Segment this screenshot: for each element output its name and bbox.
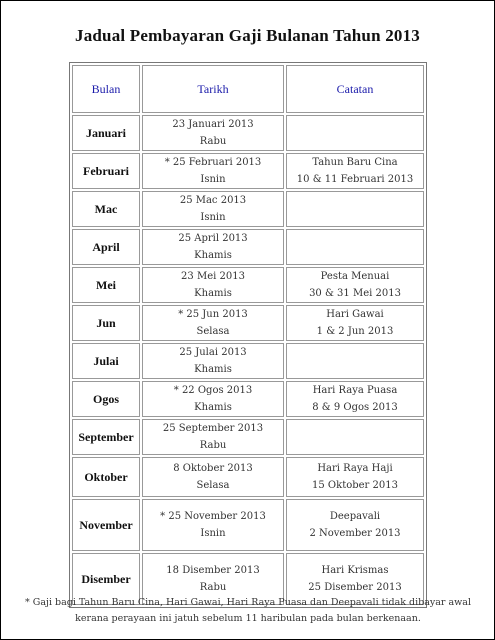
table-row <box>72 229 424 265</box>
day-text: Isnin <box>200 528 226 539</box>
date-text: * 25 Februari 2013 <box>164 157 262 168</box>
month-cell: Februari <box>72 153 140 189</box>
day-text: Rabu <box>199 136 227 147</box>
note-date: 25 Disember 2013 <box>308 582 402 593</box>
day-text: Selasa <box>196 326 230 337</box>
note-title: Deepavali <box>329 511 381 522</box>
month-cell: Disember <box>72 553 140 605</box>
day-text: Khamis <box>194 402 232 413</box>
table-row <box>72 267 424 303</box>
date-cell <box>142 153 284 189</box>
date-text: 23 Mei 2013 <box>181 271 245 282</box>
table-row <box>72 343 424 379</box>
table-row <box>72 305 424 341</box>
note-date: 1 & 2 Jun 2013 <box>316 326 394 337</box>
table-header-row <box>72 65 424 113</box>
month-cell: Oktober <box>72 457 140 497</box>
date-text: 18 Disember 2013 <box>166 565 260 576</box>
month-cell: Julai <box>72 343 140 379</box>
note-title: Tahun Baru Cina <box>312 157 398 168</box>
month-cell: April <box>72 229 140 265</box>
day-text: Khamis <box>194 288 232 299</box>
table-row <box>72 457 424 497</box>
note-title: Hari Raya Puasa <box>312 385 398 396</box>
month-cell: Mei <box>72 267 140 303</box>
date-text: * 22 Ogos 2013 <box>173 385 253 396</box>
day-text: Rabu <box>199 582 227 593</box>
day-text: Isnin <box>200 174 226 185</box>
table-row <box>72 419 424 455</box>
note-date: 2 November 2013 <box>309 528 401 539</box>
table-row <box>72 499 424 551</box>
day-text: Khamis <box>194 250 232 261</box>
note-cell <box>286 457 424 497</box>
date-text: 25 Julai 2013 <box>179 347 247 358</box>
date-text: * 25 Jun 2013 <box>178 309 248 320</box>
header-bulan: Bulan <box>72 65 140 113</box>
note-cell <box>286 419 424 455</box>
note-cell <box>286 153 424 189</box>
date-text: 25 September 2013 <box>162 423 264 434</box>
date-text: 23 Januari 2013 <box>172 119 254 130</box>
date-cell <box>142 343 284 379</box>
day-text: Isnin <box>200 212 226 223</box>
note-cell <box>286 305 424 341</box>
note-cell <box>286 229 424 265</box>
note-cell <box>286 191 424 227</box>
note-cell <box>286 499 424 551</box>
footnote <box>12 595 484 627</box>
date-text: 8 Oktober 2013 <box>173 463 253 474</box>
date-cell <box>142 191 284 227</box>
note-title: Hari Gawai <box>326 309 384 320</box>
header-catatan: Catatan <box>286 65 424 113</box>
note-cell <box>286 115 424 151</box>
table-row <box>72 381 424 417</box>
date-cell <box>142 419 284 455</box>
date-text: 25 April 2013 <box>178 233 248 244</box>
table-row <box>72 191 424 227</box>
header-tarikh: Tarikh <box>142 65 284 113</box>
month-cell: Mac <box>72 191 140 227</box>
month-cell: Jun <box>72 305 140 341</box>
date-cell <box>142 115 284 151</box>
date-text: 25 Mac 2013 <box>179 195 247 206</box>
note-date: 30 & 31 Mei 2013 <box>309 288 401 299</box>
month-cell: Januari <box>72 115 140 151</box>
note-date: 15 Oktober 2013 <box>312 480 398 491</box>
date-cell <box>142 305 284 341</box>
month-cell: Ogos <box>72 381 140 417</box>
date-cell <box>142 381 284 417</box>
month-cell: September <box>72 419 140 455</box>
date-cell <box>142 499 284 551</box>
day-text: Rabu <box>199 440 227 451</box>
note-cell <box>286 343 424 379</box>
page-title: Jadual Pembayaran Gaji Bulanan Tahun 2013 <box>75 26 420 45</box>
note-title: Hari Raya Haji <box>317 463 393 474</box>
note-date: 8 & 9 Ogos 2013 <box>312 402 398 413</box>
table-row <box>72 115 424 151</box>
salary-schedule-table <box>69 62 427 608</box>
footnote-line-1: * Gaji bagi Tahun Baru Cina, Hari Gawai, Hari Raya Puasa dan Deepavali tidak dibayar awal <box>25 597 471 608</box>
note-cell <box>286 267 424 303</box>
day-text: Khamis <box>194 364 232 375</box>
date-cell <box>142 457 284 497</box>
date-cell <box>142 267 284 303</box>
day-text: Selasa <box>196 480 230 491</box>
date-cell <box>142 229 284 265</box>
note-title: Hari Krismas <box>321 565 389 576</box>
footnote-line-2: kerana perayaan ini jatuh sebelum 11 haribulan pada bulan berkenaan. <box>75 613 421 624</box>
date-text: * 25 November 2013 <box>160 511 266 522</box>
note-title: Pesta Menuai <box>320 271 390 282</box>
note-date: 10 & 11 Februari 2013 <box>296 174 414 185</box>
month-cell: November <box>72 499 140 551</box>
table-row <box>72 153 424 189</box>
note-cell <box>286 381 424 417</box>
